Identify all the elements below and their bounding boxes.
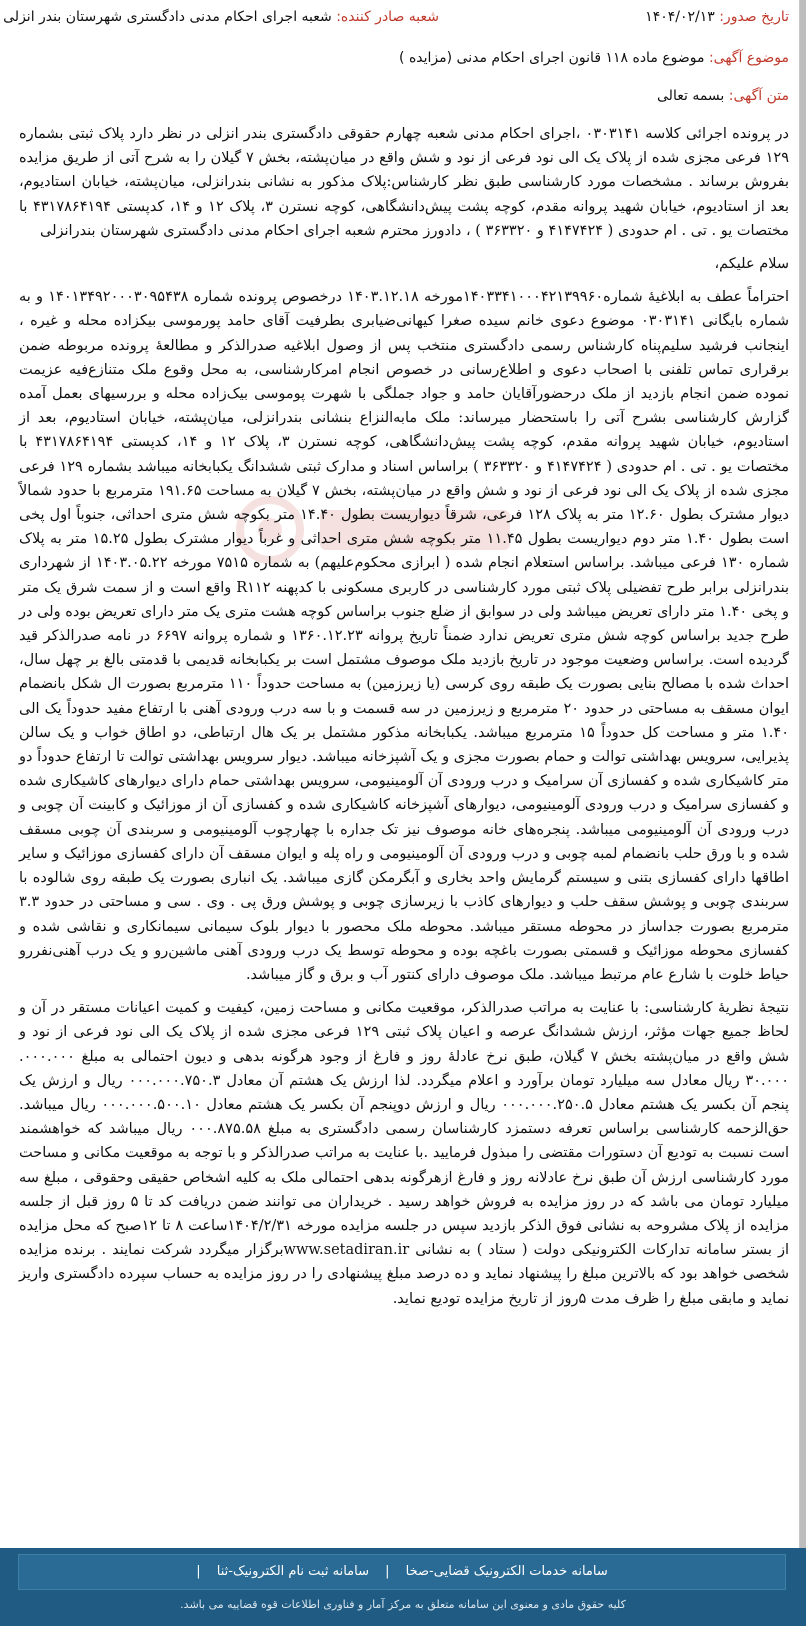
footer-copyright: کلیه حقوق مادی و معنوی این سامانه متعلق به مرکز آمار و فناوری اطلاعات قوه قضاییه می باشد. <box>180 1598 626 1611</box>
footer-separator: | <box>385 1564 390 1579</box>
footer-link-sakha[interactable]: سامانه خدمات الکترونیک قضایی-صخا <box>405 1564 608 1579</box>
branch-label: شعبه صادر کننده: <box>336 9 439 25</box>
notice-text-label: متن آگهی: <box>728 88 789 104</box>
issue-date <box>645 0 789 34</box>
footer-separator-end: | <box>196 1564 201 1579</box>
footer-link-sana[interactable]: سامانه ثبت نام الکترونیک-ثنا <box>216 1564 369 1579</box>
notice-paragraph: در پرونده اجرائی کلاسه ۰۳۰۳۱۴۱ ،اجرای احکام مدنی شعبه چهارم حقوقی دادگستری بندر انزلی در نظر دارد پلاک ثبتی بشماره ۱۲۹ فرعی مجزی شده از پلاک یک الی نود فرعی از نود و شش واقع در میان‌پشته، بخش ۷ گیلان را به شرح آتی از طریق مزایده بفروش برساند . مشخصات مورد کارشناسی طبق نظر کارشناس:پلاک مذکور به نشانی بندرانزلی، میان‌پشته، خیابان استادیوم، بعد از استادیوم، خیابان شهید پروانه مقدم، کوچه پشت پیش‌دانشگاهی، کوچه نسترن ۳، پلاک ۱۲ و ۱۴، کدپستی ۴۳۱۷۸۶۴۱۹۴ با مختصات یو . تی . ام حدودی ( ۴۱۴۷۴۲۴ و ۳۶۳۳۲۰ ) ، دادورز محترم شعبه اجرای احکام مدنی دادگستری شهرستان بندرانزلی <box>19 126 789 239</box>
footer-links <box>18 1554 786 1590</box>
issue-date-value: ۱۴۰۴/۰۲/۱۳ <box>645 9 715 25</box>
notice-body <box>19 122 789 1320</box>
branch-value: شعبه اجرای احکام مدنی دادگستری شهرستان بندر انزلی <box>3 9 332 25</box>
expert-conclusion-paragraph: نتیجهٔ نظریهٔ کارشناسی: با عنایت به مراتب صدرالذکر، موقعیت مکانی و مساحت زمین، کیفیت و کمیت اعیانات مستقر در آن و لحاظ جمیع جهات مؤثر، ارزش ششدانگ عرصه و اعیان پلاک ثبتی ۱۲۹ فرعی مجزی شده از پلاک یک الی نود فرعی از نود و شش واقع در میان‌پشته بخش ۷ گیلان، طبق نرخ عادلهٔ روز و فارغ از وجود هرگونه بدهی و دیون احتمالی به مبلغ ۰۰۰.۰۰۰. ۳۰.۰۰۰ ریال معادل سه میلیارد تومان برآورد و اعلام میگردد. لذا ارزش یک هشتم آن معادل ۰۰۰.۰۰۰.۷۵۰.۳ ریال و ارزش یک پنجم آن بکسر یک هشتم معادل ۰۰۰.۰۰۰.۲۵۰.۵ ریال و ارزش دوپنجم آن بکسر یک هشتم معادل ۰۰۰.۰۰۰.۵۰۰.۱۰ ریال میباشد. حق‌الزحمه کارشناسی براساس تعرفه دستمزد کارشناسان رسمی دادگستری به مبلغ ۰۰۰.۸۷۵.۵۸ ریال میباشد که خواهشمند است نسبت به تودیع آن دستورات مقتضی را مبذول فرمایید .با عنایت به مراتب صدرالذکر و با توجه به موقعیت مکانی و مساحت مورد کارشناسی ارزش آن طبق نرخ عادلانه روز و فارغ ازهرگونه بدهی احتمالی ملک به کلیه اشخاص حقیقی وحقوقی ، مبلغ سه میلیارد تومان می باشد که در روز مزایده به فروش خواهد رسید . خریداران می توانند ضمن دریافت کد تا ۵ روز قبل از جلسه مزایده از پلاک مشروحه به نشانی فوق الذکر بازدید سپس در جلسه مزایده مورخه ۱۴۰۴/۲/۳۱ساعت ۸ تا ۱۲صبح که محل مزایده از بستر سامانه تدارکات الکترونیکی دولت ( ستاد ) به نشانی www.setadiran.irبرگزار میگردد شرکت نمایند . برنده مزایده شخصی خواهد بود که بالاترین مبلغ را پیشنهاد نماید و ده درصد مبلغ پیشنهادی را در روز مزایده به حساب سپرده دادگستری واریز نماید و مابقی مبلغ را ظرف مدت ۵روز از تاریخ مزایده تودیع نماید. <box>19 1000 790 1307</box>
issue-date-label: تاریخ صدور: <box>719 9 789 25</box>
subject-label: موضوع آگهی: <box>708 50 789 66</box>
notice-opening: بسمه تعالی <box>657 88 725 104</box>
meta-row <box>0 0 799 38</box>
subject-value: موضوع ماده ۱۱۸ قانون اجرای احکام مدنی (مزایده ) <box>399 50 705 66</box>
notice-subject <box>399 50 789 66</box>
issuing-branch <box>3 0 439 34</box>
expert-report-paragraph: احتراماً عطف به ابلاغیهٔ شماره۱۴۰۳۳۴۱۰۰۰۴۲۱۳۹۹۶۰مورخه ۱۴۰۳.۱۲.۱۸ درخصوص پرونده شماره ۱۴۰۱۳۴۹۲۰۰۰۳۰۹۵۴۳۸ و به شماره بایگانی ۰۳۰۳۱۴۱ موضوع دعوی خانم سیده صغرا کیهانی‌ضیابری بطرفیت آقای حامد پورموسی بیکزاده محله و غیره ، اینجانب فرشید سلیم‌پناه کارشناس رسمی دادگستری منتخب پس از وصول ابلاغیه صدرالذکر و مطالعهٔ پرونده مربوطه ضمن برقراری تماس تلفنی با اصحاب دعوی و اطلاع‌رسانی در خصوص انجام امرکارشناسی، به محل وقوع ملک متنازع‌فیه عزیمت نموده ضمن انجام بازدید از ملک درحضورآقایان حامد و جواد جملگی با شهرت پوموسی بیک‌زاده محله و بررسیهای بعمل آمده گزارش کارشناسی بشرح آتی را باستحضار میرساند: ملک مابه‌النزاع بنشانی بندرانزلی، میان‌پشته، خیابان استادیوم، بعد از استادیوم، خیابان شهید پروانه مقدم، کوچه پشت پیش‌دانشگاهی، کوچه نسترن ۳، پلاک ۱۲ و ۱۴، کدپستی ۴۳۱۷۸۶۴۱۹۴ با مختصات یو . تی . ام حدودی ( ۴۱۴۷۴۲۴ و ۳۶۳۳۲۰ ) براساس اسناد و مدارک ثبتی ششدانگ یکبابخانه میباشد بشماره ۱۲۹ فرعی مجزی شده از پلاک یک الی نود فرعی از نود و شش واقع در میان‌پشته، بخش ۷ گیلان به مساحت ۱۹۱.۶۵ مترمربع با حدود شمالاً دیوار مشترک بطول ۱۲.۶۰ متر به پلاک ۱۲۸ فرعی، شرقاً دیواریست بطول ۱۴.۴۰ متر بکوچه شش متری احداثی، جنوباً اول پخی است بطول ۱.۴۰ متر دوم دیواریست بطول ۱۱.۴۵ متر بکوچه شش متری احداثی و غرباً دیوار مشترک بطول ۱۵.۲۵ متر به پلاک شماره ۱۳۰ فرعی میباشد. براساس استعلام انجام شده ( ابرازی محکوم‌علیهم) به شماره ۷۵۱۵ مورخه ۱۴۰۳.۰۵.۲۲ از شهرداری بندرانزلی برابر طرح تفضیلی پلاک ثبتی مورد کارشناسی در کاربری مسکونی با کدپهنه R۱۱۲ واقع است و از سمت شرق یک متر و پخی ۱.۴۰ متر دارای تعریض میباشد ولی در سوابق از ضلع جنوب براساس کوچه هشت متری یک متر دارای تعریض بوده ولی در طرح جدید براساس کوچه شش متری تعریض ندارد ضمناً تاریخ پروانه ۱۳۶۰.۱۲.۲۳ و شماره پروانه ۶۶۹۷ در نامه صدرالذکر قید گردیده است. براساس وضعیت موجود در تاریخ بازدید ملک موصوف مشتمل است بر یکبابخانه قدیمی با قدمتی بالغ بر چهل سال، احداث شده با مصالح بنایی بصورت یک طبقه روی کرسی (یا زیرزمین) به مساحت حدوداً ۱۱۰ مترمربع بصورت ال شکل بانضمام ایوان مسقف به مساحتی در حدود ۲۰ مترمربع و زیرزمین در سه قسمت و با سه درب ورودی آهنی با ارتفاع مفید حدوداً یک الی ۱.۴۰ متر و مساحت کل حدوداً ۱۵ مترمربع میباشد. یکبابخانه مذکور مشتمل بر یک هال ارتباطی، دو اطاق خواب و یک سالن پذیرایی، سرویس بهداشتی توالت و حمام بصورت مجزی و یک آشپزخانه میباشد. دیوار سرویس بهداشتی توالت تا ارتفاع حدوداً دو متر کاشیکاری شده و کفسازی آن سرامیک و درب ورودی آن آلومینیومی، سرویس بهداشتی حمام دارای دیوارهای کاشیکاری شده و کفسازی سرامیک و درب ورودی آلومینیومی، دیوارهای آشپزخانه کاشیکاری شده و کفسازی آن از موزائیک و کابینت آن چوبی و درب ورودی آن آلومینیومی میباشد. پنجره‌های خانه موصوف نیز تک جداره با چهارچوب آلومینیومی و سربندی آن چوبی مسقف شده و با ورق حلب بانضمام لمبه چوبی و درب ورودی آن آلومینیومی و راه پله و ایوان مسقف آن دارای کفسازی موزائیک و سایر اطاقها دارای کفسازی بتنی و سیستم گرمایش واحد بخاری و آبگرمکن گازی میباشد. یک انباری بصورت یک طبقه روی شالوده با سربندی چوبی و پوشش سقف حلب و دیوارهای کاذب با زیرسازی چوبی و پوشش ورق پی . وی . سی و مساحتی در حدود ۳.۳ مترمربع بصورت جداساز در محوطه مستقر میباشد. محوطه ملک محصور با دیوار بلوک سیمانی سیمانکاری و نقاشی شده و کفسازی محوطه موزائیک و قسمتی بصورت باغچه بوده و محوطه توسط یک درب ورودی آهنی ماشین‌رو و یک درب آهنی‌نفررو حیاط خلوت با شارع عام مرتبط میباشد. ملک موصوف دارای کنتور آب و برق و گاز میباشد. <box>19 289 790 983</box>
notice-greeting: سلام علیکم، <box>714 256 789 273</box>
site-footer <box>0 1548 806 1626</box>
notice-text-title <box>657 88 789 104</box>
